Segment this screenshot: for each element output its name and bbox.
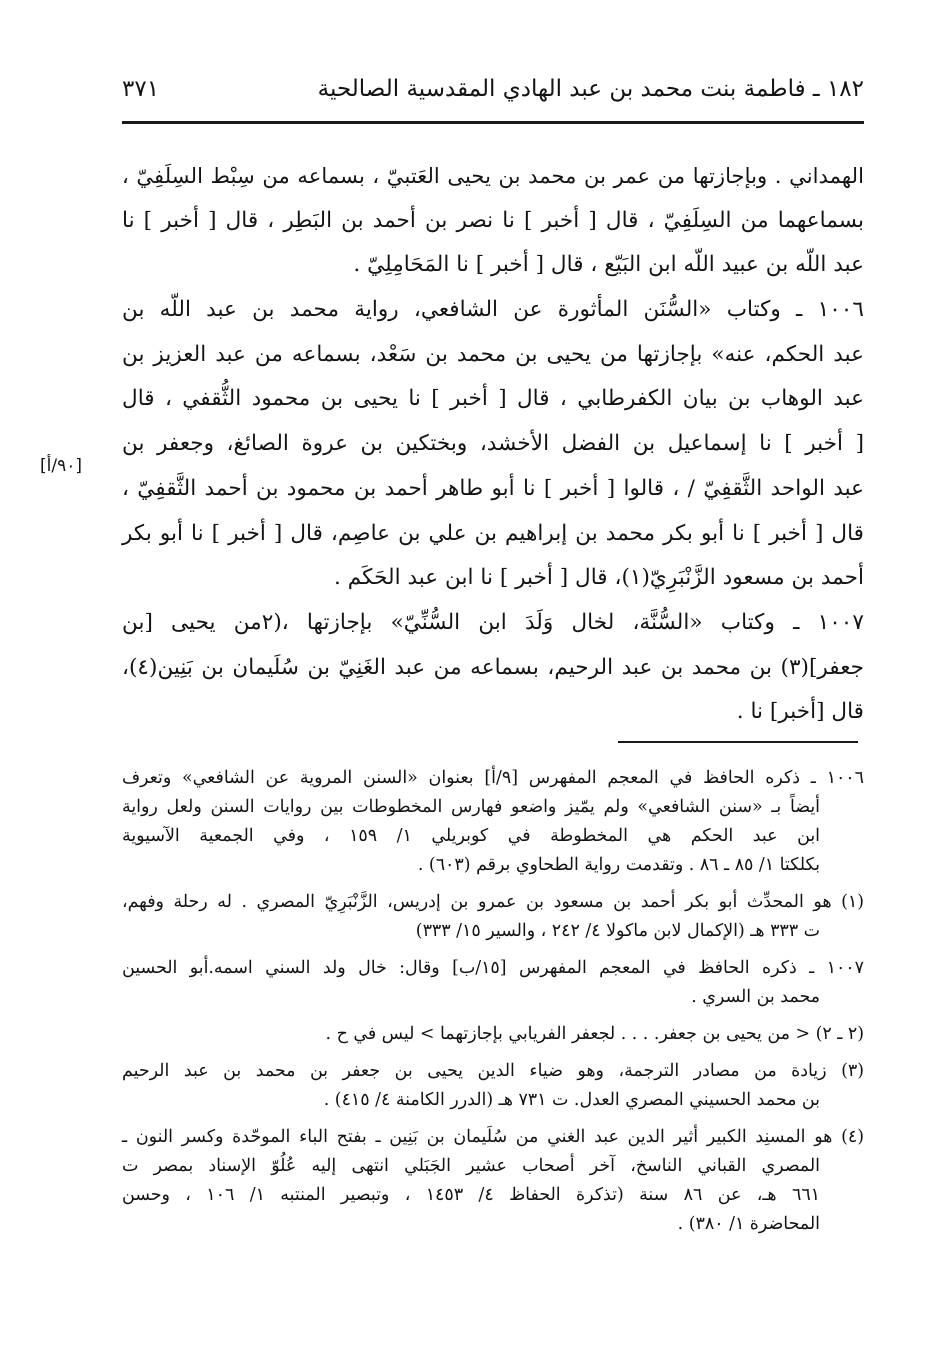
footnote <box>122 764 864 880</box>
footnote-line: المصري القباني الناسخ، آخر أصحاب عشير الجَبَلي انتهى إليه عُلُوّ الإسناد بمصر ت <box>122 1156 820 1176</box>
footnote-line: محمد بن السري . <box>691 987 820 1007</box>
footnotes <box>122 764 864 1247</box>
text-line: قال [أخبر] نا . <box>736 699 864 725</box>
footnote-rule <box>618 741 858 743</box>
header-rule <box>122 121 864 124</box>
text-line: أحمد بن مسعود الزَّنْبَرِيّ(١)، قال [ أخبر ] نا ابن عبد الحَكَم . <box>334 565 864 591</box>
footnote-line: (٤) هو المسنِد الكبير أثير الدين عبد الغني من سُلَيمان بن بَنِين ـ بفتح الباء الموحّدة وكسر النون ـ <box>122 1127 864 1147</box>
page-header <box>122 70 864 110</box>
text-line: ١٠٠٧ ـ وكتاب «السُّنَّة، لخال وَلَدَ ابن السُّنِّيّ» بإجازتها ،(٢من يحيى [بن <box>122 609 864 635</box>
running-title: ١٨٢ ـ فاطمة بنت محمد بن عبد الهادي المقدسية الصالحية <box>317 76 864 102</box>
text-line: [ أخبر ] نا إسماعيل بن الفضل الأخشد، وبختكين بن عروة الصائغ، وجعفر بن <box>122 431 864 457</box>
footnote-line: (٣) زيادة من مصادر الترجمة، وهو ضياء الدين يحيى بن جعفر بن محمد بن عبد الرحيم <box>122 1061 864 1081</box>
text-line: عبد اللّه بن عبيد اللّه ابن البَيّع ، قال [ أخبر ] نا المَحَامِلِيّ . <box>353 252 864 278</box>
footnote-line: ابن عبد الحكم هي المخطوطة في كوبريلي ١/ ١٥٩ ، وفي الجمعية الآسيوية <box>122 826 820 846</box>
footnote <box>122 954 864 1012</box>
page-number: ٣٧١ <box>122 76 160 102</box>
footnote-line: (١) هو المحدِّث أبو بكر أحمد بن مسعود بن عمرو بن إدريس، الزَّنْبَرِيّ المصري . له رحلة وفهم، <box>122 892 864 912</box>
text-line: عبد الواحد الثَّقفِيّ / ، قالوا [ أخبر ] نا أبو طاهر أحمد بن محمود بن أحمد الثَّقفِيّ ، <box>122 475 864 501</box>
footnote <box>122 1057 864 1115</box>
footnote-line: (٢ ـ ٢) < من يحيى بن جعفر. . . . لجعفر الفريابي بإجازتهما > ليس في ح . <box>325 1024 864 1044</box>
main-text <box>122 154 864 735</box>
footnote-line: بكلكتا ١/ ٨٥ ـ ٨٦ . وتقدمت رواية الطحاوي برقم (٦٠٣) . <box>417 855 820 875</box>
footnote-line: ١٠٠٦ ـ ذكره الحافظ في المعجم المفهرس [٩/أ] بعنوان «السنن المروية عن الشافعي» وتعرف <box>122 768 864 788</box>
footnote <box>122 1123 864 1239</box>
footnote-line: ١٠٠٧ ـ ذكره الحافظ في المعجم المفهرس [١٥/ب] وقال: خال ولد السني اسمه.أبو الحسين <box>122 958 864 978</box>
text-line: قال [ أخبر ] نا أبو بكر محمد بن إبراهيم بن علي بن عاصِم، قال [ أخبر ] نا أبو بكر <box>122 520 864 546</box>
footnote-line: ت ٣٣٣ هـ (الإكمال لابن ماكولا ٤/ ٢٤٢ ، والسير ١٥/ ٣٣٣) <box>415 921 820 941</box>
footnote-line: ٦٦١ هـ، عن ٨٦ سنة (تذكرة الحفاظ ٤/ ١٤٥٣ ، وتبصير المنتبه ١/ ١٠٦ ، وحسن <box>122 1185 821 1205</box>
text-line: الهمداني . وبإجازتها من عمر بن محمد بن يحيى العَتبيّ ، بسماعه من سِبْط السِلَفِيّ ، <box>122 163 864 188</box>
text-line: عبد الوهاب بن بيان الكفرطابي ، قال [ أخبر ] نا يحيى بن محمود الثُّقفي ، قال <box>122 386 864 412</box>
footnote-line: بن محمد الحسيني المصري العدل. ت ٧٣١ هـ (الدرر الكامنة ٤/ ٤١٥) . <box>323 1090 820 1110</box>
footnote <box>122 888 864 946</box>
footnote-line: أيضاً بـ «سنن الشافعي» ولم يمّيز واضعو فهارس المخطوطات بين روايات السنن ولعل رواية <box>122 797 820 817</box>
margin-folio-note: [٩٠/أ] <box>40 456 82 476</box>
text-line: بسماعهما من السِلَفِيّ ، قال [ أخبر ] نا نصر بن أحمد بن البَطِر ، قال [ أخبر ] نا <box>122 207 864 233</box>
text-line: جعفر](٣) بن محمد بن عبد الرحيم، بسماعه من عبد الغَنِيّ بن سُلَيمان بن بَنِين(٤)، <box>122 654 864 680</box>
footnote <box>122 1020 864 1049</box>
footnote-line: المحاضرة ١/ ٣٨٠) . <box>677 1214 820 1234</box>
text-line: عبد الحكم، عنه» بإجازتها من يحيى بن محمد بن سَعْد، بسماعه من عبد العزيز بن <box>122 341 864 367</box>
text-line: ١٠٠٦ ـ وكتاب «السُّنَن المأثورة عن الشافعي، رواية محمد بن عبد اللّه بن <box>122 297 864 323</box>
